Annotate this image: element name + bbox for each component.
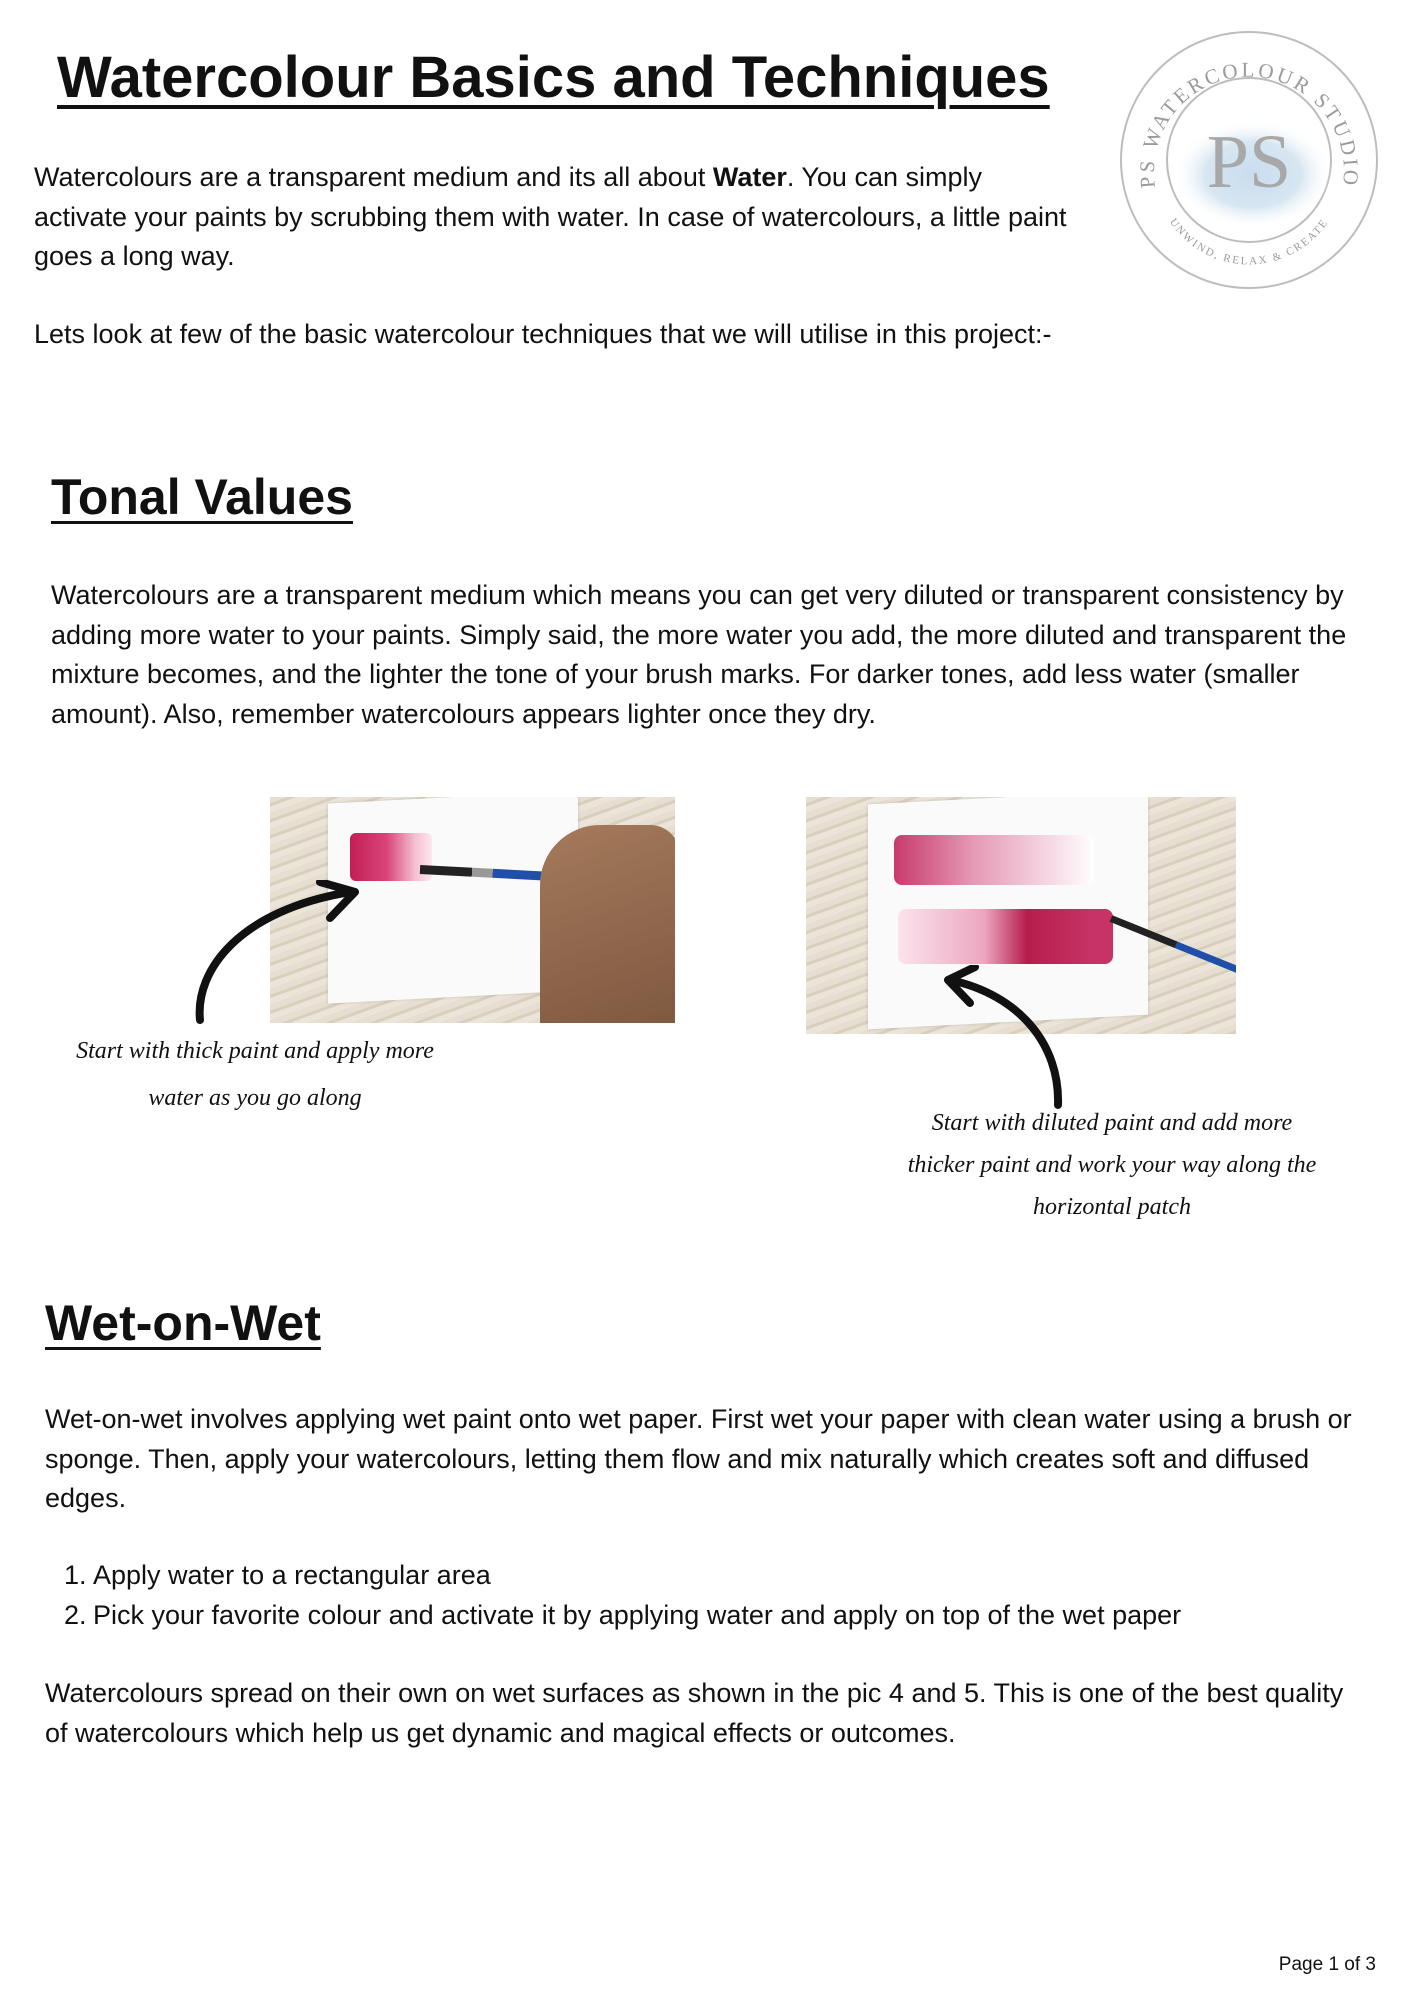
caption-line: thicker paint and work your way along the: [907, 1152, 1317, 1178]
intro-bold-word: Water: [712, 162, 787, 192]
wet-on-wet-closing: Watercolours spread on their own on wet surfaces as shown in the pic 4 and 5. This is one of the best quality of watercolours which help us get dynamic and magical effects or outcomes.: [45, 1678, 1344, 1748]
svg-text:PS: PS: [1206, 120, 1292, 204]
wet-on-wet-heading: Wet-on-Wet: [45, 1295, 321, 1351]
svg-text:UNWIND, RELAX & CREATE: UNWIND, RELAX & CREATE: [1167, 216, 1331, 268]
caption-line: horizontal patch: [1032, 1194, 1191, 1220]
tonal-values-body: Watercolours are a transparent medium which means you can get very diluted or transparent consistency by adding more water to your paints. Simply said, the more water you add, the more diluted and transparent the mixture becomes, and the lighter the tone of your brush marks. For darker tones, add less water (smaller amount). Also, remember watercolours appears lighter once they dry.: [51, 580, 1347, 729]
svg-text:PS WATERCOLOUR STUDIO: PS WATERCOLOUR STUDIO: [1134, 57, 1364, 190]
intro-text: Watercolours are a transparent medium and its all about: [34, 162, 713, 192]
step-item: [64, 1556, 1394, 1596]
caption-line: water as you go along: [148, 1085, 362, 1111]
caption-thick-paint: [20, 1028, 490, 1122]
wet-on-wet-body: Wet-on-wet involves applying wet paint onto wet paper. First wet your paper with clean water using a brush or sponge. Then, apply your watercolours, letting them flow and mix naturally which creates soft and diffused edges.: [45, 1404, 1352, 1513]
tonal-values-heading: Tonal Values: [51, 469, 353, 525]
step-text: Pick your favorite colour and activate it by applying water and apply on top of the wet paper: [93, 1599, 1182, 1630]
wet-on-wet-steps: [64, 1556, 1394, 1635]
arrow-icon-right: [940, 965, 1080, 1115]
caption-line: Start with diluted paint and add more: [931, 1110, 1293, 1136]
step-item: [64, 1596, 1394, 1636]
arrow-icon-left: [180, 880, 370, 1030]
step-text: Apply water to a rectangular area: [93, 1560, 491, 1590]
step-number: 2.: [64, 1599, 87, 1630]
caption-diluted-paint: [862, 1102, 1362, 1228]
intro-paragraph-2: Lets look at few of the basic watercolour techniques that we will utilise in this project:-: [34, 319, 1052, 349]
intro-text-cont: . You can simply activate your paints by scrubbing them with water. In case of watercolours, a little paint goes a long way.: [34, 162, 1067, 271]
page-title: Watercolour Basics and Techniques: [57, 45, 1050, 110]
caption-line: Start with thick paint and apply more: [76, 1038, 434, 1064]
step-number: 1.: [64, 1560, 87, 1590]
intro-paragraph: [34, 158, 1074, 277]
page-number: Page 1 of 3: [1278, 1954, 1376, 1975]
studio-logo: [1118, 29, 1380, 291]
